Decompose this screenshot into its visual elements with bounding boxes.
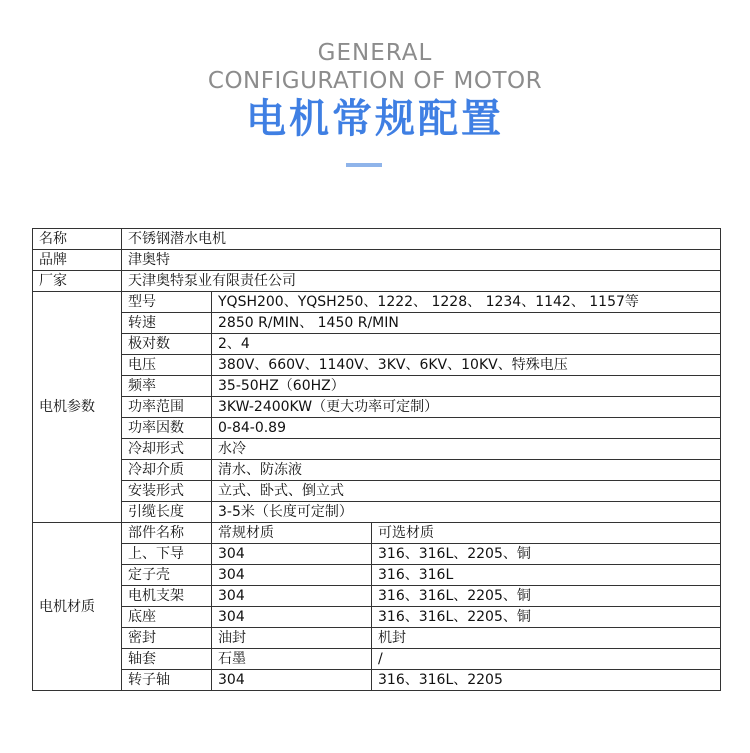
- title-english-line2: CONFIGURATION OF MOTOR: [207, 68, 543, 94]
- table-row: [33, 628, 721, 649]
- param-value: 清水、防冻液: [212, 460, 721, 481]
- param-value: 3-5米（长度可定制）: [212, 502, 721, 523]
- param-label: 转速: [122, 313, 212, 334]
- group-label-params: 电机参数: [33, 292, 122, 523]
- param-value: 0-84-0.89: [212, 418, 721, 439]
- param-label: 功率范围: [122, 397, 212, 418]
- material-standard: 304: [212, 670, 372, 691]
- material-header-optional: 可选材质: [372, 523, 721, 544]
- material-optional: 316、316L、2205、铜: [372, 586, 721, 607]
- material-standard: 石墨: [212, 649, 372, 670]
- group-label-materials: 电机材质: [33, 523, 122, 691]
- row-label-brand: 品牌: [33, 250, 122, 271]
- table-row: [33, 292, 721, 313]
- material-part: 轴套: [122, 649, 212, 670]
- param-value: YQSH200、YQSH250、1222、 1228、 1234、1142、 1157等: [212, 292, 721, 313]
- param-value: 2、4: [212, 334, 721, 355]
- table-row: [33, 649, 721, 670]
- table-row: [33, 607, 721, 628]
- material-optional: 316、316L: [372, 565, 721, 586]
- table-row: [33, 271, 721, 292]
- material-part: 上、下导: [122, 544, 212, 565]
- table-row: [33, 439, 721, 460]
- material-optional: 机封: [372, 628, 721, 649]
- row-label-manufacturer: 厂家: [33, 271, 122, 292]
- param-label: 引缆长度: [122, 502, 212, 523]
- param-value: 380V、660V、1140V、3KV、6KV、10KV、特殊电压: [212, 355, 721, 376]
- page-title: 电机常规配置: [246, 96, 504, 142]
- param-label: 冷却介质: [122, 460, 212, 481]
- row-value-name: 不锈钢潜水电机: [122, 229, 721, 250]
- row-value-manufacturer: 天津奥特泵业有限责任公司: [122, 271, 721, 292]
- table-row: [33, 586, 721, 607]
- material-part: 定子壳: [122, 565, 212, 586]
- material-optional: 316、316L、2205、铜: [372, 544, 721, 565]
- table-row: [33, 544, 721, 565]
- param-label: 冷却形式: [122, 439, 212, 460]
- material-optional: 316、316L、2205: [372, 670, 721, 691]
- table-row: [33, 376, 721, 397]
- param-label: 功率因数: [122, 418, 212, 439]
- material-standard: 304: [212, 565, 372, 586]
- table-row: [33, 355, 721, 376]
- table-row: [33, 334, 721, 355]
- title-underline-bar: [346, 163, 382, 167]
- table-row: [33, 460, 721, 481]
- material-optional: 316、316L、2205、铜: [372, 607, 721, 628]
- param-label: 安装形式: [122, 481, 212, 502]
- material-part: 密封: [122, 628, 212, 649]
- table-row: [33, 565, 721, 586]
- param-value: 立式、卧式、倒立式: [212, 481, 721, 502]
- table-row: [33, 481, 721, 502]
- table-row: [33, 502, 721, 523]
- param-value: 35-50HZ（60HZ）: [212, 376, 721, 397]
- table-row: [33, 418, 721, 439]
- table-row: [33, 250, 721, 271]
- table-row: [33, 670, 721, 691]
- row-label-name: 名称: [33, 229, 122, 250]
- motor-config-table: [32, 228, 721, 691]
- title-english-line1: GENERAL: [317, 40, 433, 66]
- param-value: 3KW-2400KW（更大功率可定制）: [212, 397, 721, 418]
- row-value-brand: 津奥特: [122, 250, 721, 271]
- param-label: 频率: [122, 376, 212, 397]
- material-standard: 304: [212, 607, 372, 628]
- material-standard: 304: [212, 544, 372, 565]
- table-row: [33, 229, 721, 250]
- table-row: [33, 523, 721, 544]
- param-label: 极对数: [122, 334, 212, 355]
- param-label: 电压: [122, 355, 212, 376]
- table-row: [33, 397, 721, 418]
- material-header-part: 部件名称: [122, 523, 212, 544]
- material-standard: 304: [212, 586, 372, 607]
- param-value: 水冷: [212, 439, 721, 460]
- material-header-standard: 常规材质: [212, 523, 372, 544]
- param-label: 型号: [122, 292, 212, 313]
- material-part: 底座: [122, 607, 212, 628]
- material-part: 电机支架: [122, 586, 212, 607]
- material-optional: /: [372, 649, 721, 670]
- material-part: 转子轴: [122, 670, 212, 691]
- param-value: 2850 R/MIN、 1450 R/MIN: [212, 313, 721, 334]
- material-standard: 油封: [212, 628, 372, 649]
- table-row: [33, 313, 721, 334]
